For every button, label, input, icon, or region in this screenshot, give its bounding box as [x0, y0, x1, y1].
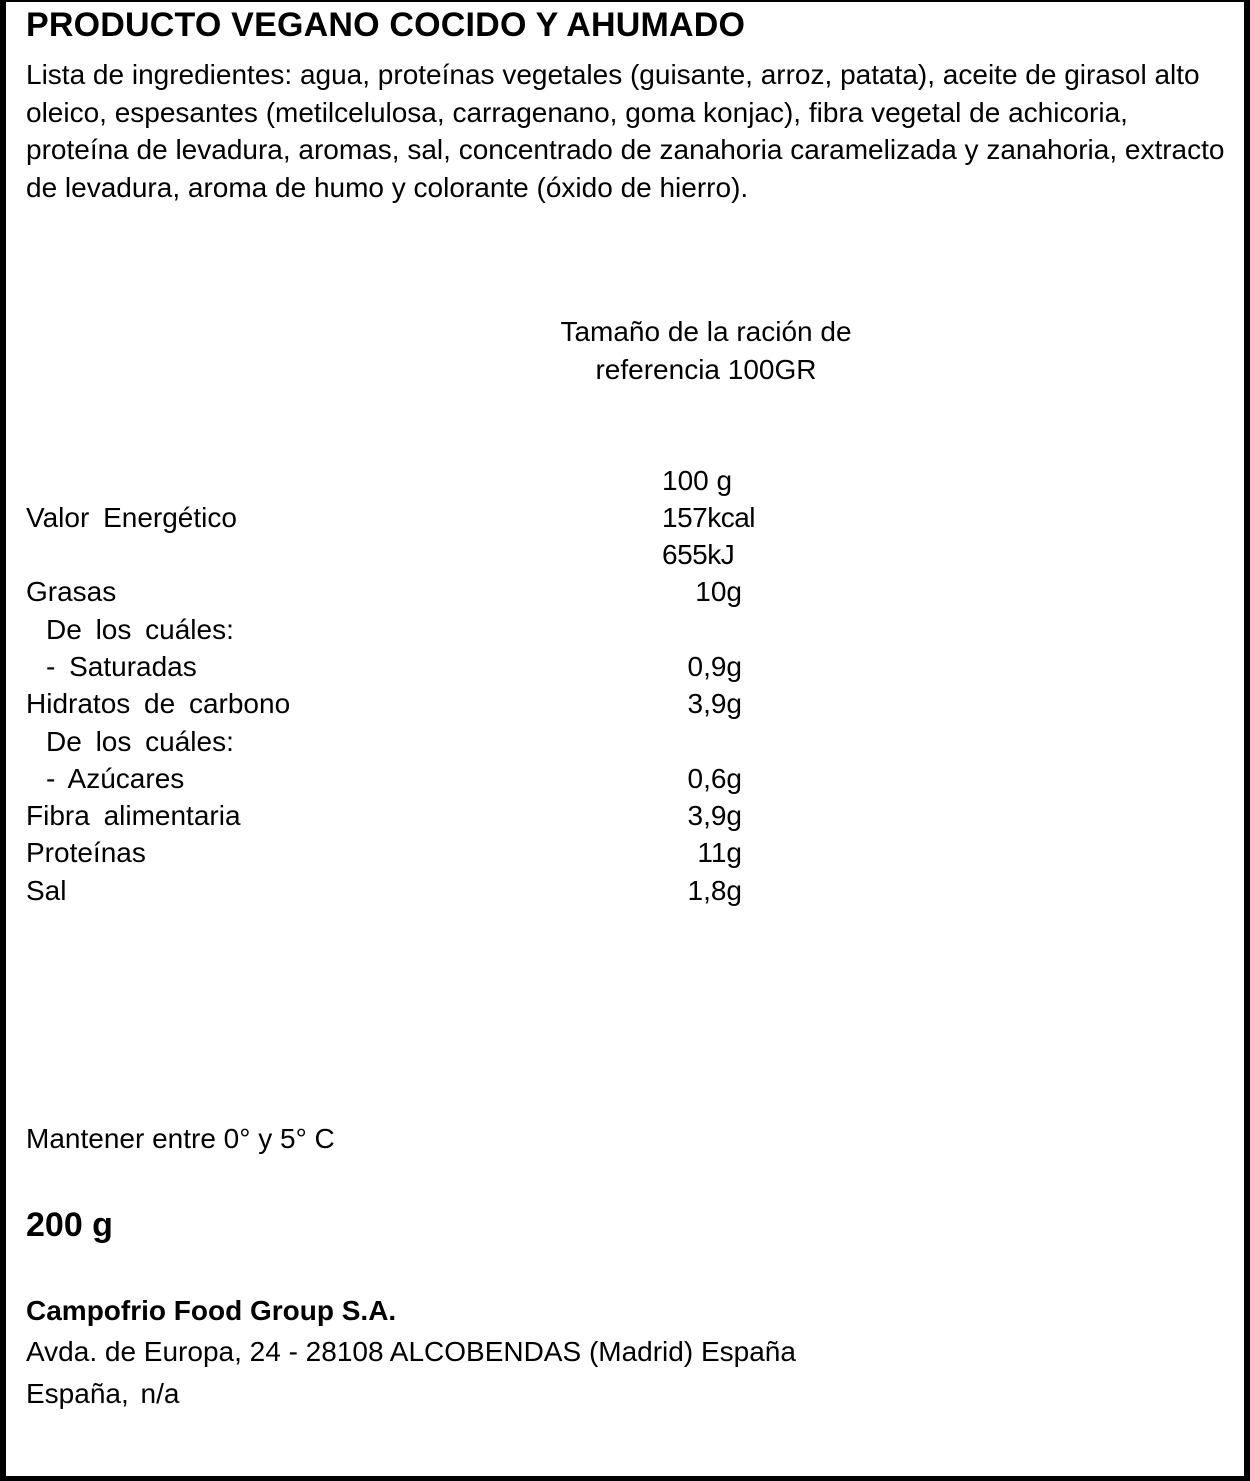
product-title: PRODUCTO VEGANO COCIDO Y AHUMADO	[26, 6, 746, 44]
nutrient-value-fibre: 3,9g	[687, 800, 742, 831]
nutrient-value-carbohydrates: 3,9g	[687, 688, 742, 719]
net-weight: 200 g	[26, 1206, 113, 1244]
serving-size-line-1: Tamaño de la ración de	[560, 316, 852, 347]
serving-size-line-2: referencia 100GR	[595, 354, 817, 385]
nutrient-label-saturated: - Saturadas	[46, 651, 197, 682]
nutrient-value-salt: 1,8g	[687, 875, 742, 906]
storage-instructions: Mantener entre 0° y 5° C	[26, 1123, 335, 1154]
nutrient-label-fibre: Fibra alimentaria	[26, 800, 241, 831]
nutrition-column-header: 100 g	[662, 465, 733, 496]
company-address: Avda. de Europa, 24 - 28108 ALCOBENDAS (Madrid) España	[26, 1336, 796, 1367]
nutrient-value-sugars: 0,6g	[687, 763, 742, 794]
nutrient-label-fat-of-which: De los cuáles:	[46, 614, 234, 645]
energy-kcal-value: 157kcal	[662, 502, 756, 533]
nutrient-label-protein: Proteínas	[26, 837, 146, 868]
serving-size	[446, 313, 966, 389]
energy-label: Valor Energético	[26, 502, 237, 533]
ingredients-list: Lista de ingredientes: agua, proteínas vegetales (guisante, arroz, patata), aceite de girasol alto oleico, espesantes (metilcelulosa, carragenano, goma konjac), fibra vegetal de achicoria, proteína de levadura, aromas, sal, concentrado de zanahoria caramelizada y zanahoria, extracto de levadura, aroma de humo y colorante (óxido de hierro).	[26, 59, 1225, 203]
nutrient-label-carbohydrates: Hidratos de carbono	[26, 688, 291, 719]
nutrient-value-saturated: 0,9g	[687, 651, 742, 682]
energy-kj-value: 655kJ	[662, 539, 735, 570]
nutrient-label-carbs-of-which: De los cuáles:	[46, 726, 234, 757]
company-name: Campofrio Food Group S.A.	[26, 1295, 397, 1326]
nutrient-value-fat: 10g	[695, 576, 742, 607]
nutrient-label-fat: Grasas	[26, 576, 117, 607]
company-country: España, n/a	[26, 1378, 180, 1409]
nutrient-label-salt: Sal	[26, 875, 67, 906]
nutrient-value-protein: 11g	[697, 837, 742, 868]
nutrient-label-sugars: - Azúcares	[46, 763, 185, 794]
